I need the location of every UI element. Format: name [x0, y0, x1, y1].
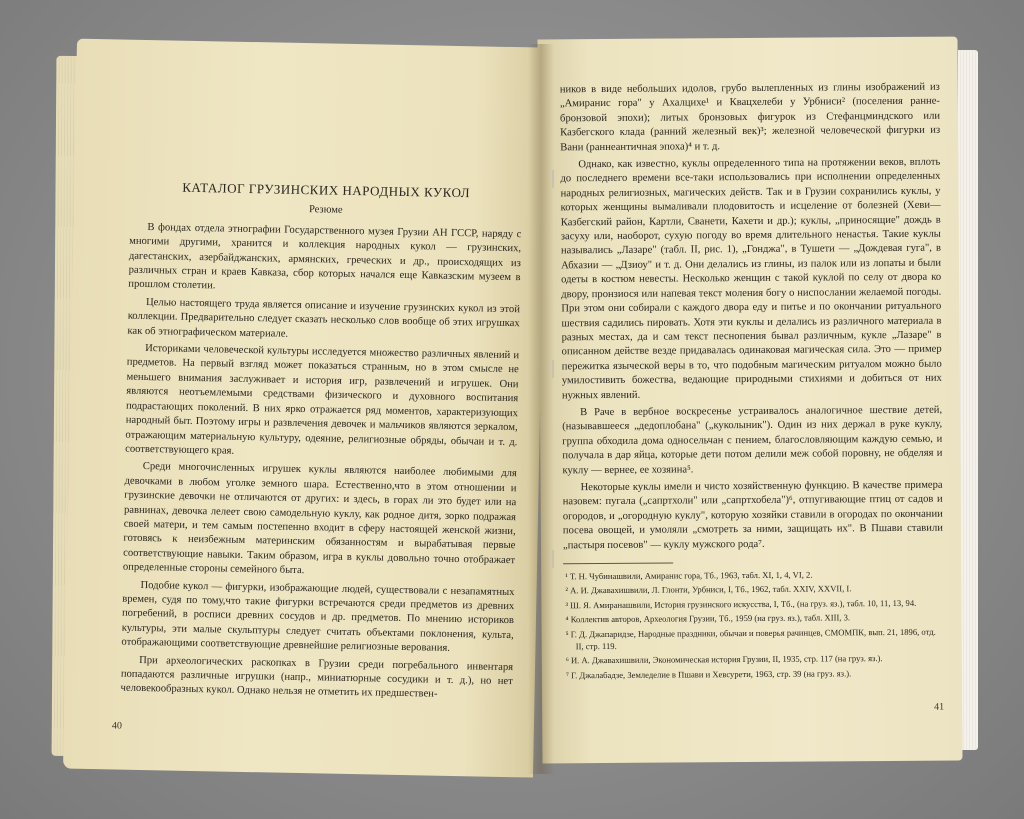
footnote: ⁷ Г. Джалабадзе, Земледелие в Пшави и Хевсурети, 1963, стр. 39 (на груз. яз.). — [565, 668, 852, 681]
paragraph: В фондах отдела этнографии Государственного музея Грузии АН ГССР, наряду с многими другими, хранится и коллекция народных кукол — грузинских, дагестанских, азербайджанских, армянских, греческих и др., происходящих из различных стран и краев Кавказа, сбор которых начался еще Кавказским музеем в прошлом столетии. — [128, 221, 522, 292]
footnote-divider — [563, 563, 673, 565]
paragraph: Однако, как известно, куклы определенного типа на протяжении веков, вплоть до последнего времени все-таки использовались при исполнении определенных народных религиозных, магических действ. Так и в Грузии сохранились куклы, у которых женщины вымаливали плодовитость и исцеление от болезней (Хеви—Казбегский район, Картли, Сванети, Кахети и др.); куклы, „приносящие" дождь в засуху или, наоборот, сухую погоду во время длительного ненастья. Такие куклы назывались „Лазаре" (табл. II, рис. 1), „Гонджа", в Тушети — „Дождевая гуга", в Абхазии — „Дзиоу" и т. д. Они делались из глины, из палок или из лопаты и были одеты в костюм невесты. Несколько женщин с такой куклой по селу от двора ко двору, пронзиося или напевая текст моления богу о ниспослании желаемой погоды. При этом они собирали с каждого двора еду и питье и по окончании ритуального шествия садились пировать. Хотя эти куклы и делались из различного материала в разных местах, да и сам текст песнопения бывал различным, кукле „Лазаре" в описанном действе везде придавалась одинаковая магическая сила. Это — пример пережитка языческой веры в то, что подобным магическим ритуалом можно было умилостивить божества, ведающие природными стихиями и добиться от них нужных явлений. — [560, 156, 942, 401]
binding-stitch — [552, 170, 554, 188]
footnote: ⁵ Г. Д. Джапаридзе, Народные праздники, обычаи и поверья рачинцев, СМОМПК, вып. 21, 1896, отд. II, стр. 119. — [565, 626, 936, 652]
paragraph: При археологических раскопках в Грузии среди погребального инвентаря попадаются различные игрушки (напр., миниатюрные сосудики и т. д.), но нет человекообразных кукол. Однако нельзя не отметить их предшествен- — [120, 654, 514, 701]
book-spine-gutter — [528, 44, 554, 774]
left-page — [63, 39, 547, 778]
page-subtitle: Резюме — [308, 204, 343, 217]
footnote: ⁴ Коллектив авторов, Археология Грузии, Тб., 1959 (на груз. яз.), табл. XIII, 3. — [565, 612, 851, 625]
paragraph: Целью настоящего труда является описание и изучение грузинских кукол из этой коллекции. Предварительно следует сказать несколько слов вообще об этих игрушках как об этнографическом материале. — [127, 296, 521, 340]
right-page-content — [560, 81, 944, 684]
paragraph: Подобие кукол — фигурки, изображающие людей, существовали с незапамятных времен, судя по тому,что такие фигурки встречаются среди предметов из древних погребений, в росписи древних сосудов и др. предметов. По мнению историков культуры, эти малые скульптуры следует считать объектами поклонения, культа, отображающими соответствующие древнейшие религиозные верования. — [121, 579, 515, 655]
footnote: ³ Ш. Я. Амиранашвили, История грузинского искусства, I, Тб., (на груз. яз.), табл. 10, 11, 13, 94. — [565, 597, 917, 611]
footnote: ⁶ И. А. Джавахишвили, Экономическая история Грузии, II, 1935, стр. 117 (на груз. яз.). — [565, 653, 883, 666]
page-number-left: 40 — [111, 720, 122, 732]
page-title: КАТАЛОГ ГРУЗИНСКИХ НАРОДНЫХ КУКОЛ — [182, 179, 471, 201]
open-book — [40, 30, 1000, 790]
footnote: ² А. И. Джавахишвили, Л. Глонти, Урбниси, I, Тб., 1962, табл. XXIV, XXVII, I. — [565, 583, 852, 596]
paragraph: Среди многочисленных игрушек куклы являются наиболее любимыми для девочками в любом уголке земного шара. Естественно,что в этом отношении и грузинские девочки не отличаются от других: и здесь, в горах ли это будет или на равнинах, девочка лелеет свою самодельную куклу, как родное дитя, зорко подражая своей матери, и тем самым постепенно входит в сферу настоящей женской жизни, готовясь к неизбежным материнским обязанностям и вырабатывая первые соответствующие навыки. Таким образом, игра в куклы довольно точно отображает определенные стороны семейного быта. — [122, 461, 517, 577]
paragraph: Некоторые куклы имели и чисто хозяйственную функцию. В качестве примера назовем: пугала („сапртхоли" или „сапртхобела")⁶, отпугивающие птиц от садов и огородов, и „огородную куклу", которую хозяйки ставили в огородах по окончании посева овощей, и умоляли „смотреть за ними, защищать их". В Пшави ставили „пастыря посевов" — куклу мужского рода⁷. — [562, 479, 943, 551]
left-page-content — [120, 180, 522, 707]
binding-stitch — [552, 360, 554, 378]
paragraph: Историками человеческой культуры исследуется множество различных явлений и предметов. На первый взгляд может показаться странным, но в этом смысле не меньшего внимания заслуживает и история игр, развлечений и игрушек. Они являются неотъемлемыми средствами физического и духовного воспитания подрастающих поколений. В них ярко отражается ряд моментов, характеризующих народный быт. Поэтому игры и развлечения девочек и мальчиков являются зеркалом, отражающим материальную культуру, одеяние, религиозные обряды, обычаи и т. д. соответствующего края. — [125, 343, 520, 457]
page-number-right: 41 — [934, 701, 945, 713]
binding-stitch — [552, 550, 554, 568]
footnote: ¹ Т. Н. Чубинашвили, Амиранис гора, Тб., 1963, табл. XI, 1, 4, VI, 2. — [565, 569, 813, 582]
right-page — [537, 37, 962, 764]
paragraph: ников в виде небольших идолов, грубо вылепленных из глины изображений из „Амиранис гора" у Ахалцихе¹ и Квацхелеби у Урбниси² (поселения ранне-бронзовой эпохи); литых бронзовых фигурок из Стефанцминдского или Казбегского клада (ранний железный век)³; железной человеческой фигурки из Вани (раннеантичная эпоха)⁴ и т. д. — [559, 81, 941, 153]
paragraph: В Раче в вербное воскресенье устраивалось аналогичное шествие детей, (называвшееся „дедоплобана" („куколыник"). Один из них держал в руке куклу, группа обходила дома односельчан с пением, благословляющим каждую семью, и получала в дар яйца, которые дети потом делили меж собой поровну, не обделяя и куклу — вернее, ее хозяина⁵. — [562, 404, 943, 476]
